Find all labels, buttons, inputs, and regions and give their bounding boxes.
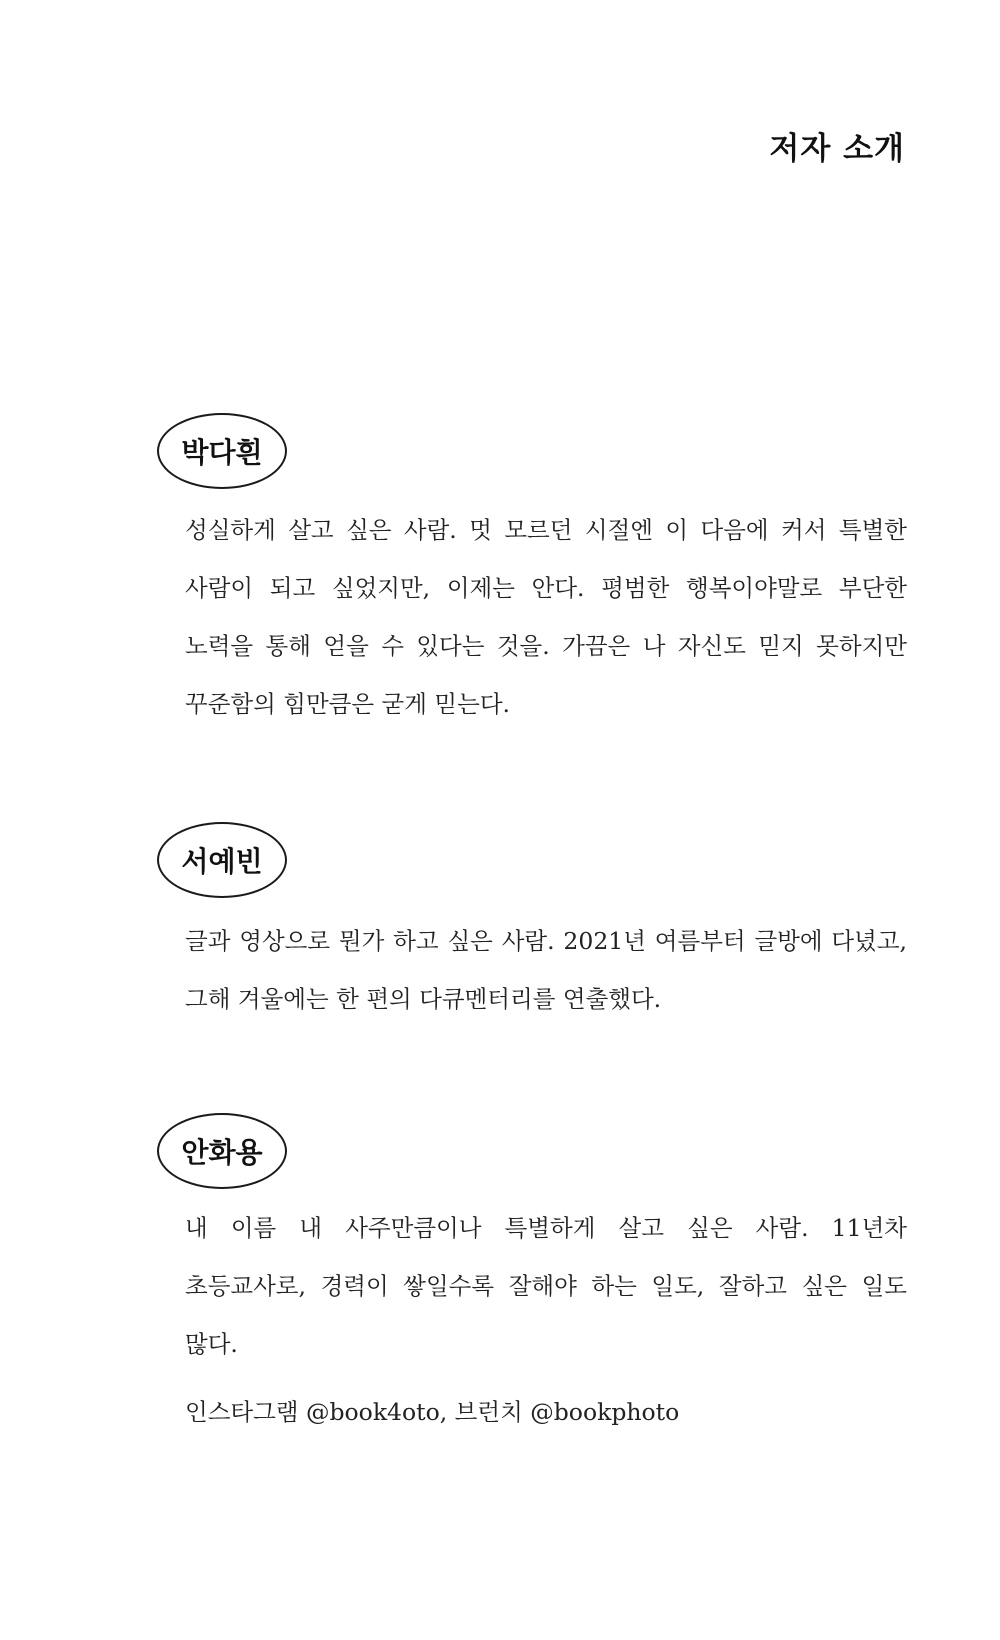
author-name: 박다흰 bbox=[181, 436, 263, 469]
author-bio bbox=[185, 912, 907, 1028]
author-sns-text: 인스타그램 @book4oto, 브런치 @bookphoto bbox=[185, 1398, 680, 1426]
author-bio-text: 성실하게 살고 싶은 사람. 멋 모르던 시절엔 이 다음에 커서 특별한 사람이 되고 싶었지만, 이제는 안다. 평범한 행복이야말로 부단한 노력을 통해 얻을 수 있다는 것을. 가끔은 나 자신도 믿지 못하지만 꾸준함의 힘만큼은 굳게 믿는다. bbox=[185, 516, 907, 718]
author-name-badge bbox=[157, 822, 287, 898]
author-section-3 bbox=[157, 1113, 907, 1441]
page-title: 저자 소개 bbox=[769, 131, 905, 167]
author-name-badge bbox=[157, 413, 287, 489]
author-bio bbox=[185, 1199, 907, 1441]
author-section-2 bbox=[157, 822, 907, 1028]
author-bio-text: 글과 영상으로 뭔가 하고 싶은 사람. 2021년 여름부터 글방에 다녔고, 그해 겨울에는 한 편의 다큐멘터리를 연출했다. bbox=[185, 927, 907, 1013]
author-section-1 bbox=[157, 413, 907, 733]
author-name: 서예빈 bbox=[181, 845, 263, 878]
author-bio bbox=[185, 501, 907, 733]
author-name-badge bbox=[157, 1113, 287, 1189]
author-bio-text: 내 이름 내 사주만큼이나 특별하게 살고 싶은 사람. 11년차 초등교사로, 경력이 쌓일수록 잘해야 하는 일도, 잘하고 싶은 일도 많다. bbox=[185, 1214, 907, 1358]
author-name: 안화용 bbox=[181, 1136, 263, 1169]
